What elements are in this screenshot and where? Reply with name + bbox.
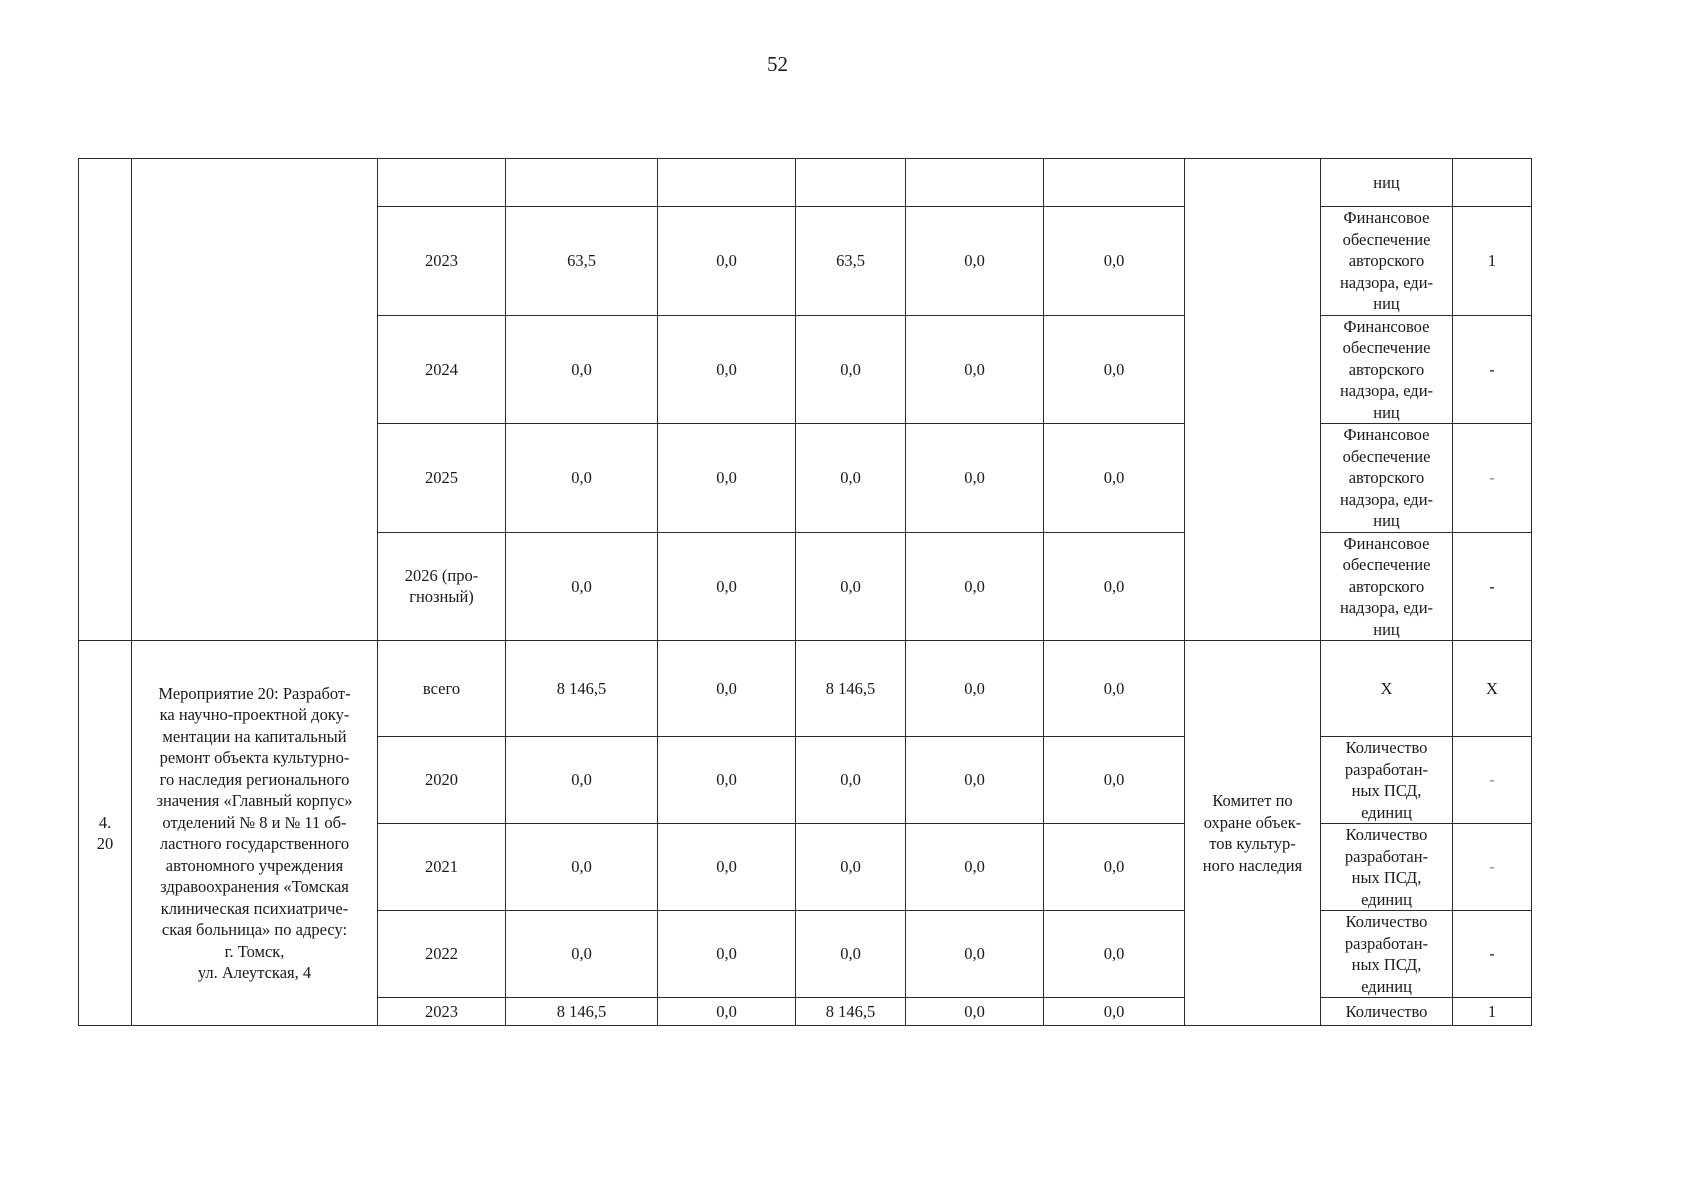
measure-number: 4. 20 [79,641,132,1026]
page-number: 52 [767,52,788,76]
table-row [79,159,1532,207]
value-cell: 8 146,5 [796,641,906,737]
value-cell: 0,0 [658,641,796,737]
target-cell: - [1453,424,1532,533]
value-cell: 0,0 [1044,998,1185,1026]
indicator-cell: Финансовое обеспечение авторского надзора, еди- ниц [1321,424,1453,533]
value-cell: 0,0 [796,824,906,911]
value-cell: 0,0 [658,424,796,533]
value-cell: 0,0 [906,824,1044,911]
indicator-cell: Количество разработан- ных ПСД, единиц [1321,737,1453,824]
value-cell: 63,5 [506,207,658,316]
target-cell: - [1453,532,1532,641]
value-cell: 0,0 [1044,424,1185,533]
value-cell: 0,0 [906,424,1044,533]
year-cell: 2023 [378,998,506,1026]
value-cell: 0,0 [658,998,796,1026]
value-cell: 0,0 [1044,641,1185,737]
value-cell: 0,0 [796,532,906,641]
number-cell [79,159,132,641]
year-cell: 2022 [378,911,506,998]
value-cell: 0,0 [1044,911,1185,998]
target-cell: 1 [1453,207,1532,316]
value-cell: 0,0 [658,315,796,424]
description-cell [132,159,378,641]
value-cell: 0,0 [506,424,658,533]
value-cell: 63,5 [796,207,906,316]
budget-table [78,158,1532,1026]
year-cell: 2023 [378,207,506,316]
year-cell: 2024 [378,315,506,424]
table-row [79,641,1532,737]
value-cell: 0,0 [658,737,796,824]
target-cell: - [1453,824,1532,911]
indicator-cell: Финансовое обеспечение авторского надзора, еди- ниц [1321,207,1453,316]
executor-cell: Комитет по охране объек- тов культур- ного наследия [1185,641,1321,1026]
year-cell: 2025 [378,424,506,533]
value-cell: 0,0 [506,315,658,424]
value-cell: 0,0 [1044,532,1185,641]
target-cell: - [1453,911,1532,998]
indicator-cell: Количество разработан- ных ПСД, единиц [1321,911,1453,998]
target-cell: - [1453,315,1532,424]
value-cell: 8 146,5 [506,998,658,1026]
value-cell: 0,0 [906,998,1044,1026]
value-cell: 0,0 [506,532,658,641]
year-cell: всего [378,641,506,737]
value-cell: 0,0 [1044,207,1185,316]
value-cell: 0,0 [506,911,658,998]
target-cell: 1 [1453,998,1532,1026]
target-cell: X [1453,641,1532,737]
indicator-cell: X [1321,641,1453,737]
value-cell: 8 146,5 [506,641,658,737]
value-cell: 0,0 [506,737,658,824]
value-cell: 8 146,5 [796,998,906,1026]
value-cell: 0,0 [906,641,1044,737]
indicator-cell: Количество разработан- ных ПСД, единиц [1321,824,1453,911]
target-cell: - [1453,737,1532,824]
measure-description: Мероприятие 20: Разработ- ка научно-проектной доку- ментации на капитальный ремонт объекта культурно- го наследия регионального значения «Главный корпус» отделений № 8 и № 11 об- ластного государственного автономного учреждения здравоохранения «Томская клиническая психиатриче- ская больница» по адресу: г. Томск, ул. Алеутская, 4 [132,641,378,1026]
year-cell: 2020 [378,737,506,824]
value-cell: 0,0 [906,737,1044,824]
value-cell: 0,0 [658,911,796,998]
indicator-cell: Количество [1321,998,1453,1026]
value-cell: 0,0 [796,315,906,424]
value-cell: 0,0 [1044,824,1185,911]
indicator-cell: Финансовое обеспечение авторского надзора, еди- ниц [1321,315,1453,424]
value-cell: 0,0 [906,207,1044,316]
value-cell: 0,0 [906,911,1044,998]
value-cell: 0,0 [796,737,906,824]
value-cell: 0,0 [796,911,906,998]
value-cell: 0,0 [658,824,796,911]
value-cell: 0,0 [506,824,658,911]
value-cell: 0,0 [658,207,796,316]
value-cell: 0,0 [796,424,906,533]
indicator-cell: ниц [1321,159,1453,207]
year-cell: 2021 [378,824,506,911]
executor-cell [1185,159,1321,641]
indicator-cell: Финансовое обеспечение авторского надзора, еди- ниц [1321,532,1453,641]
value-cell: 0,0 [906,315,1044,424]
value-cell: 0,0 [1044,315,1185,424]
value-cell: 0,0 [1044,737,1185,824]
value-cell: 0,0 [906,532,1044,641]
year-cell: 2026 (про- гнозный) [378,532,506,641]
value-cell: 0,0 [658,532,796,641]
